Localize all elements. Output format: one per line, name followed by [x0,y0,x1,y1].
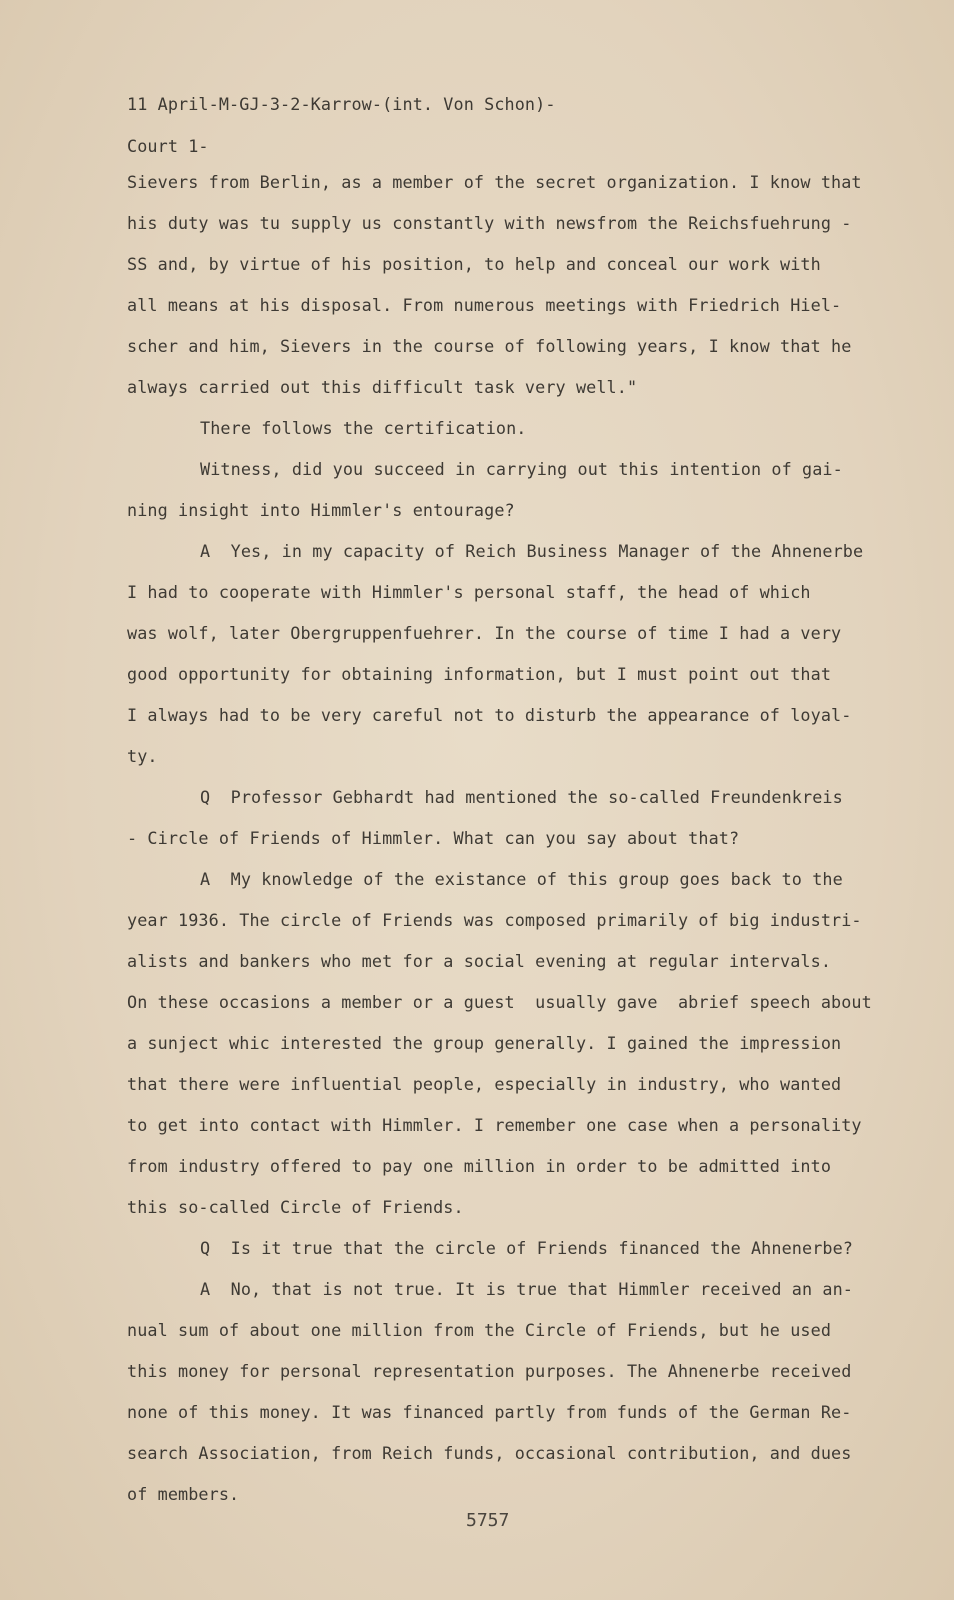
text-line: Witness, did you succeed in carrying out this intention of gai- [200,459,843,479]
header-line-1: 11 April-M-GJ-3-2-Karrow-(int. Von Schon)- [127,94,556,114]
text-line: alists and bankers who met for a social evening at regular intervals. [127,951,832,971]
text-line: of members. [127,1484,240,1504]
text-line: ty. [127,746,158,766]
text-line: A My knowledge of the existance of this group goes back to the [200,869,843,889]
text-line: nual sum of about one million from the Circle of Friends, but he used [127,1320,832,1340]
text-line: was wolf, later Obergruppenfuehrer. In the course of time I had a very [127,623,842,643]
text-line: There follows the certification. [200,418,527,438]
text-line: Q Professor Gebhardt had mentioned the so-called Freundenkreis [200,787,843,807]
text-line: search Association, from Reich funds, occasional contribution, and dues [127,1443,852,1463]
text-line: always carried out this difficult task very well." [127,377,638,397]
text-line: all means at his disposal. From numerous meetings with Friedrich Hiel- [127,295,842,315]
text-line: Q Is it true that the circle of Friends financed the Ahnenerbe? [200,1238,854,1258]
text-line: that there were influential people, especially in industry, who wanted [127,1074,842,1094]
text-line: ning insight into Himmler's entourage? [127,500,515,520]
text-line: I had to cooperate with Himmler's personal staff, the head of which [127,582,811,602]
text-line: A No, that is not true. It is true that Himmler received an an- [200,1279,854,1299]
text-line: On these occasions a member or a guest usually gave abrief speech about [127,992,872,1012]
text-line: A Yes, in my capacity of Reich Business Manager of the Ahnenerbe [200,541,864,561]
text-line: a sunject whic interested the group generally. I gained the impression [127,1033,842,1053]
text-line: this so-called Circle of Friends. [127,1197,464,1217]
text-line: I always had to be very careful not to disturb the appearance of loyal- [127,705,852,725]
text-line: scher and him, Sievers in the course of following years, I know that he [127,336,852,356]
text-line: year 1936. The circle of Friends was composed primarily of big industri- [127,910,862,930]
page-number: 5757 [466,1510,510,1531]
text-line: his duty was tu supply us constantly with newsfrom the Reichsfuehrung - [127,213,852,233]
header-line-2: Court 1- [127,136,209,156]
text-line: SS and, by virtue of his position, to help and conceal our work with [127,254,821,274]
text-line: this money for personal representation purposes. The Ahnenerbe received [127,1361,852,1381]
text-line: - Circle of Friends of Himmler. What can you say about that? [127,828,740,848]
text-line: Sievers from Berlin, as a member of the secret organization. I know that [127,172,862,192]
text-line: from industry offered to pay one million in order to be admitted into [127,1156,832,1176]
text-line: to get into contact with Himmler. I remember one case when a personality [127,1115,862,1135]
text-line: none of this money. It was financed partly from funds of the German Re- [127,1402,852,1422]
text-line: good opportunity for obtaining information, but I must point out that [127,664,832,684]
